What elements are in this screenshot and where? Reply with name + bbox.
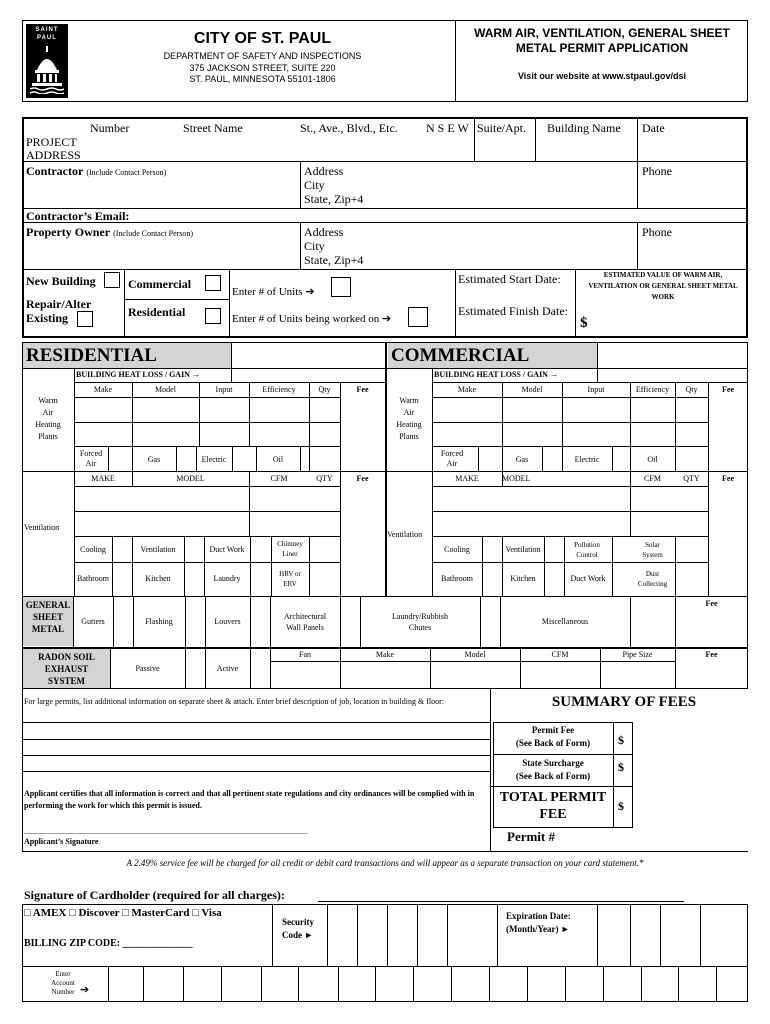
account-cell-divider [261, 966, 262, 1002]
signature-line: _________________________________________________________________________________ [24, 827, 308, 835]
units-input[interactable] [331, 277, 351, 297]
com-solar-label: Solar System [642, 541, 663, 559]
com-oil-label: Oil [647, 455, 658, 464]
flashing-label: Flashing [145, 617, 173, 626]
website: Visit our website at www.stpaul.gov/dsi [517, 71, 687, 81]
res-heat-loss-label: BUILDING HEAT LOSS / GAIN → [76, 370, 200, 379]
contractor-email-label: Contractor’s Email: [26, 209, 130, 223]
service-fee-note: A 2.49% service fee will be charged for all credit or debit card transactions and will appear as a separate transaction on your card statement.* [126, 858, 644, 868]
account-cell-divider [716, 966, 717, 1002]
res-duct-work-label: Duct Work [209, 545, 245, 554]
billing-zip-label[interactable]: BILLING ZIP CODE: ______________ [24, 938, 193, 949]
permit-fee-label: Permit Fee (See Back of Form) [515, 725, 591, 748]
job-description-input[interactable] [24, 723, 488, 771]
date-label: Date [642, 121, 665, 135]
owner-phone-label: Phone [642, 225, 672, 239]
value-dollar: $ [580, 315, 588, 331]
res-ventilation-label: Ventilation [24, 523, 60, 532]
surcharge-dollar[interactable]: $ [618, 760, 624, 774]
new-building-checkbox[interactable] [104, 272, 120, 288]
com-vent-col-fee: Fee [722, 474, 734, 483]
res-gas-label: Gas [147, 455, 161, 464]
res-col-model: Model [155, 385, 176, 394]
radon-active-label: Active [216, 664, 239, 673]
com-kitchen-label: Kitchen [510, 574, 536, 583]
building-name-label: Building Name [547, 121, 621, 135]
units-label: Enter # of Units ➔ [232, 286, 315, 298]
res-bathroom-label: Bathroom [77, 574, 109, 583]
owner-label: Property Owner (Include Contact Person) [26, 225, 194, 239]
radon-cfm-label: CFM [551, 650, 569, 659]
cardholder-signature-label: Signature of Cardholder (required for all charges): [24, 888, 285, 902]
new-building-label: New Building [26, 274, 96, 288]
res-oil-label: Oil [272, 455, 284, 464]
account-cell-divider [641, 966, 642, 1002]
account-number-label: Enter Account Number [51, 970, 75, 996]
capitol-dome-icon [30, 46, 64, 94]
account-cell-divider [183, 966, 184, 1002]
expiration-label: Expiration Date: (Month/Year) ► [506, 911, 571, 934]
com-col-model: Model [521, 385, 543, 394]
address-label: ADDRESS [26, 148, 81, 162]
res-col-fee: Fee [356, 385, 369, 394]
form-title: WARM AIR, VENTILATION, GENERAL SHEET METAL PERMIT APPLICATION [474, 26, 730, 55]
res-forced-air-label: Forced Air [79, 449, 103, 468]
com-col-efficiency: Efficiency [635, 385, 670, 394]
com-col-fee: Fee [722, 385, 734, 394]
units-worked-input[interactable] [408, 307, 428, 327]
com-vent-col-qty: QTY [683, 474, 700, 483]
com-vent-col-make: MAKE [455, 474, 479, 483]
city-title: CITY OF ST. PAUL [193, 30, 332, 47]
account-cell-divider [603, 966, 604, 1002]
res-laundry-label: Laundry [213, 574, 241, 583]
com-gas-label: Gas [515, 455, 529, 464]
repair-label-1: Repair/Alter [26, 297, 92, 311]
repair-checkbox[interactable] [77, 311, 93, 327]
applicant-signature-label[interactable]: Applicant’s Signature [24, 837, 99, 846]
contractor-city-label: City [304, 178, 325, 192]
project-number-label: Number [90, 121, 130, 135]
account-cell-divider [678, 966, 679, 1002]
owner-state-label: State, Zip+4 [304, 253, 364, 267]
arrow-right-icon: ➔ [80, 984, 90, 996]
street-name-label: Street Name [183, 121, 243, 135]
card-type-options[interactable]: □ AMEX □ Discover □ MasterCard □ Visa [24, 907, 222, 919]
general-fee-label: Fee [705, 599, 718, 608]
com-vent-col-model: MODEL [502, 474, 531, 483]
arrow-right-icon: ➔ [382, 313, 392, 325]
com-ventilation-label: Ventilation [387, 530, 423, 539]
total-fee-dollar[interactable]: $ [618, 799, 624, 813]
account-cell-divider [413, 966, 414, 1002]
dept-address-1: 375 JACKSON STREET, SUITE 220 [189, 63, 336, 73]
res-electric-label: Electric [201, 455, 227, 464]
logo-text-paul: PAUL [37, 35, 57, 41]
res-col-make: Make [93, 385, 113, 394]
large-permit-note: For large permits, list additional information on separate sheet & attach. Enter brief description of job, location in building & floor: [24, 697, 444, 706]
dept-address-2: ST. PAUL, MINNESOTA 55101-1806 [189, 74, 336, 84]
finish-date-label: Estimated Finish Date: [458, 304, 568, 318]
project-label: PROJECT [26, 135, 77, 149]
repair-label-2: Existing [26, 311, 69, 325]
commercial-checkbox[interactable] [205, 275, 221, 291]
com-bathroom-label: Bathroom [441, 574, 473, 583]
contractor-state-label: State, Zip+4 [304, 192, 364, 206]
contractor-address-label: Address [304, 164, 344, 178]
account-cell-divider [527, 966, 528, 1002]
res-warm-air-label: Warm Air Heating Plants [35, 396, 61, 441]
miscellaneous-label: Miscellaneous [541, 617, 589, 626]
res-ventilation-item-label: Ventilation [140, 545, 176, 554]
radon-fee-label: Fee [705, 650, 718, 659]
account-cell-divider [108, 966, 109, 1002]
radon-label: RADON SOIL EXHAUST SYSTEM [38, 652, 95, 686]
radon-model-label: Model [464, 650, 486, 659]
com-electric-label: Electric [574, 455, 600, 464]
logo-text-saint: SAINT [35, 27, 59, 33]
com-col-input: Input [587, 385, 605, 394]
account-cell-divider [375, 966, 376, 1002]
contractor-phone-label: Phone [642, 164, 672, 178]
street-type-label: St., Ave., Blvd., Etc. [300, 121, 398, 135]
radon-pipe-label: Pipe Size [622, 650, 653, 659]
res-cooling-label: Cooling [80, 545, 106, 554]
account-cell-divider [338, 966, 339, 1002]
permit-number-label: Permit # [507, 829, 556, 844]
res-vent-col-qty: QTY [316, 474, 333, 483]
residential-label: Residential [128, 305, 186, 319]
res-hrv-label: HRV or ERV [279, 570, 301, 588]
permit-fee-dollar[interactable]: $ [618, 733, 624, 747]
suite-label: Suite/Apt. [477, 121, 527, 135]
residential-checkbox[interactable] [205, 308, 221, 324]
residential-title: RESIDENTIAL [26, 345, 157, 366]
com-dust-label: Dust Collecting [637, 570, 668, 588]
radon-make-label: Make [375, 650, 395, 659]
security-code-label: Security Code ► [282, 917, 314, 940]
com-vent-col-cfm: CFM [644, 474, 661, 483]
laundry-chutes-label: Laundry/Rubbish Chutes [392, 612, 448, 632]
res-vent-col-model: MODEL [176, 474, 205, 483]
account-cell-divider [298, 966, 299, 1002]
direction-label: N S E W [426, 121, 469, 135]
surcharge-label: State Surcharge (See Back of Form) [515, 758, 591, 781]
res-col-input: Input [215, 385, 233, 394]
owner-city-label: City [304, 239, 325, 253]
res-col-efficiency: Efficiency [262, 385, 296, 394]
res-vent-col-make: MAKE [91, 474, 115, 483]
res-vent-col-cfm: CFM [270, 474, 288, 483]
account-cell-divider [489, 966, 490, 1002]
radon-passive-label: Passive [135, 664, 160, 673]
com-pollution-label: Pollution Control [574, 541, 600, 559]
radon-fan-label: Fan [299, 650, 311, 659]
gutters-label: Gutters [81, 617, 105, 626]
res-chimney-label: Chimney Liner [277, 540, 303, 558]
general-label: GENERAL SHEET METAL [25, 600, 71, 634]
start-date-label: Estimated Start Date: [458, 272, 561, 286]
arch-panels-label: Architectural Wall Panels [283, 612, 327, 632]
com-forced-air-label: Forced Air [440, 449, 464, 468]
com-col-qty: Qty [685, 385, 698, 394]
dept-name: DEPARTMENT OF SAFETY AND INSPECTIONS [163, 51, 362, 61]
res-kitchen-label: Kitchen [145, 574, 171, 583]
com-duct-work-label: Duct Work [570, 574, 606, 583]
commercial-label: Commercial [128, 277, 192, 291]
com-cooling-label: Cooling [444, 545, 470, 554]
summary-fees-title: SUMMARY OF FEES [551, 694, 697, 710]
estimated-value-label: ESTIMATED VALUE OF WARM AIR, VENTILATION OR GENERAL SHEET METAL WORK [588, 271, 738, 301]
account-cell-divider [143, 966, 144, 1002]
com-warm-air-label: Warm Air Heating Plants [396, 396, 422, 441]
city-logo [26, 24, 68, 98]
louvers-label: Louvers [214, 617, 241, 626]
certify-text: Applicant certifies that all information is correct and that all pertinent state regulations and city ordinances will be complied with in performing the work for which this permit is issued. [24, 789, 475, 810]
res-col-qty: Qty [318, 385, 331, 394]
com-col-make: Make [457, 385, 477, 394]
commercial-title: COMMERCIAL [391, 345, 530, 366]
owner-address-label: Address [304, 225, 344, 239]
cardholder-signature-line[interactable] [318, 901, 684, 902]
units-worked-label: Enter # of Units being worked on ➔ [232, 313, 392, 325]
account-cell-divider [451, 966, 452, 1002]
project-address-input[interactable] [90, 136, 470, 160]
account-cell-divider [221, 966, 222, 1002]
total-fee-label: TOTAL PERMIT FEE [499, 790, 607, 822]
contractor-label: Contractor (Include Contact Person) [26, 164, 167, 178]
arrow-right-icon: ➔ [305, 286, 315, 298]
com-heat-loss-label: BUILDING HEAT LOSS / GAIN → [434, 370, 558, 379]
account-cell-divider [565, 966, 566, 1002]
res-vent-col-fee: Fee [356, 474, 369, 483]
com-ventilation-item-label: Ventilation [505, 545, 541, 554]
